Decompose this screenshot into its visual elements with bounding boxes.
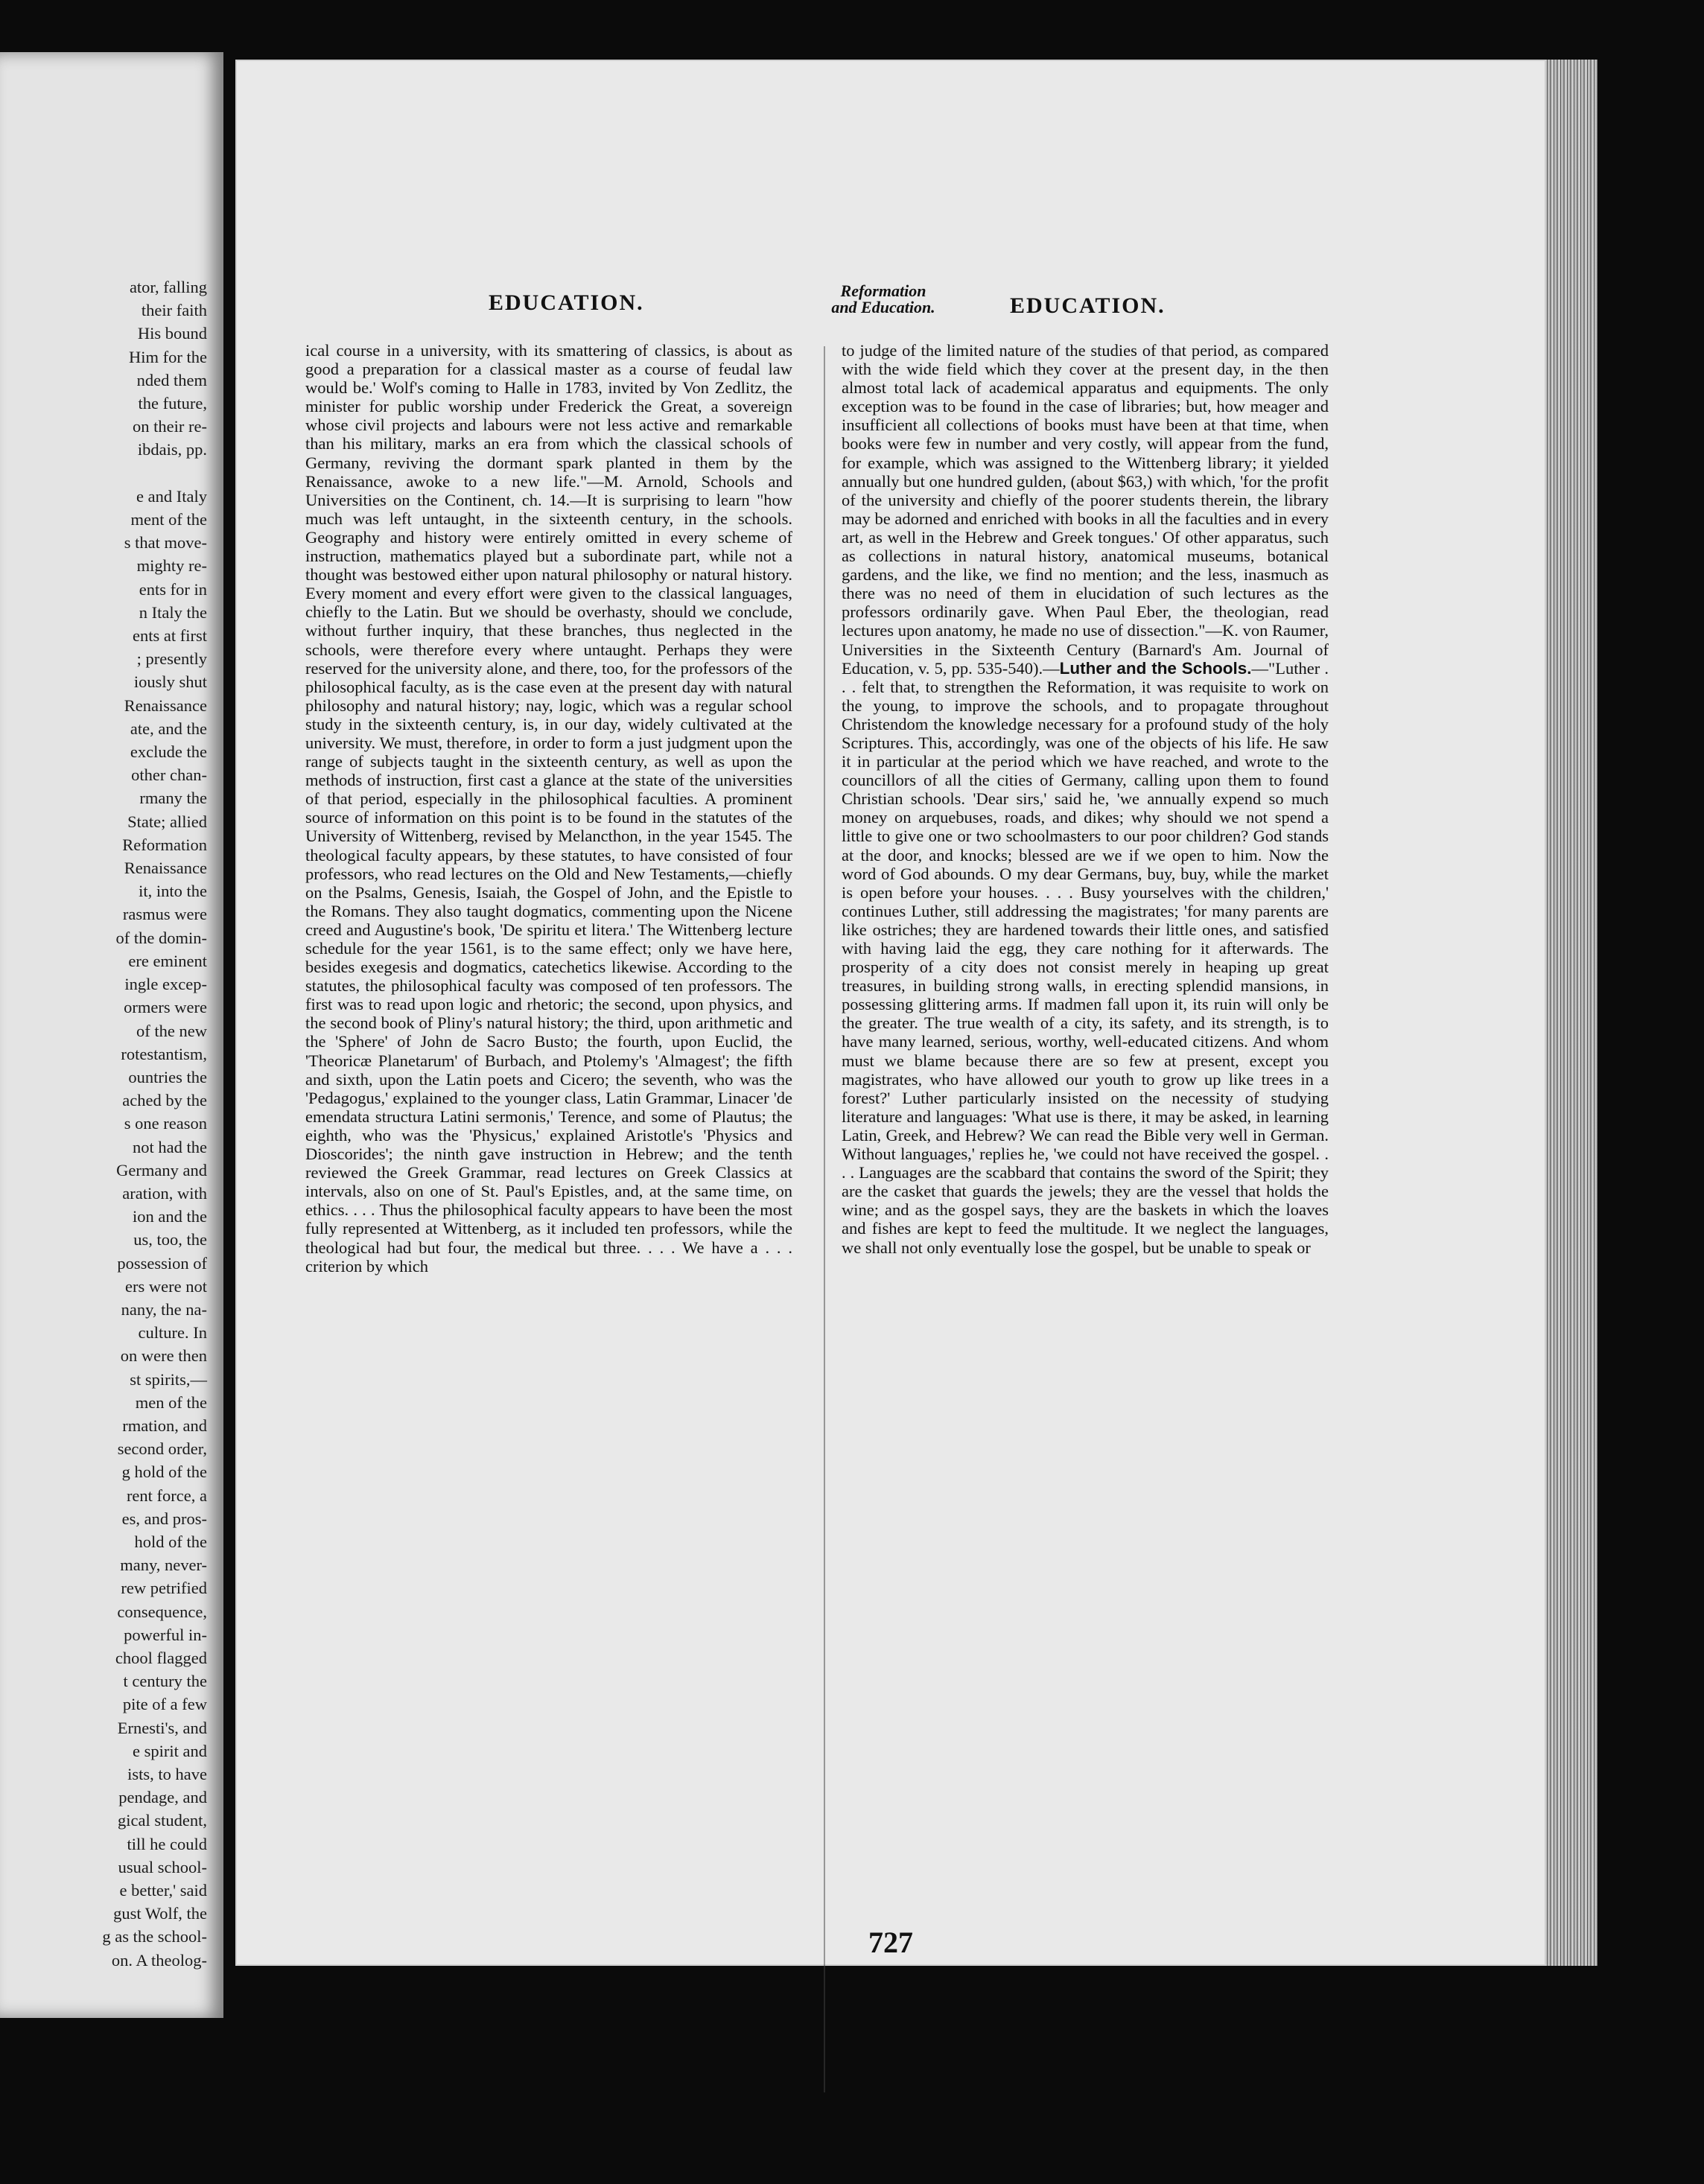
header-left: EDUCATION. xyxy=(489,290,644,315)
facing-page-line: on were then xyxy=(120,1346,207,1366)
facing-page-line: powerful in- xyxy=(124,1625,207,1644)
facing-page-text xyxy=(0,276,216,1972)
facing-page-line: st spirits,— xyxy=(130,1369,207,1389)
facing-page-line: gical student, xyxy=(118,1811,207,1830)
facing-page-line: aration, with xyxy=(122,1183,207,1203)
facing-page-line: Ernesti's, and xyxy=(117,1718,207,1737)
facing-page-line: ere eminent xyxy=(128,951,207,970)
facing-page-line: pite of a few xyxy=(122,1695,207,1714)
facing-page-line: rmany the xyxy=(139,789,207,808)
facing-page-line: men of the xyxy=(135,1392,207,1412)
facing-page-line: ibdais, pp. xyxy=(137,440,207,459)
facing-page-line: of the domin- xyxy=(115,928,207,947)
facing-page-line: Him for the xyxy=(129,347,207,366)
page-number: 727 xyxy=(868,1926,913,1959)
facing-page-line: rent force, a xyxy=(126,1486,207,1505)
facing-page-line: it, into the xyxy=(139,882,207,901)
facing-page-line: exclude the xyxy=(130,742,207,762)
facing-page-line: His bound xyxy=(137,324,207,343)
facing-page-line: hold of the xyxy=(134,1532,207,1551)
facing-page-line: ator, falling xyxy=(129,278,207,296)
facing-page-line: ate, and the xyxy=(130,719,207,738)
facing-page-line: ion and the xyxy=(133,1207,207,1226)
facing-page-line: n Italy the xyxy=(139,602,207,622)
facing-page-line: ment of the xyxy=(130,510,207,529)
facing-page-line: usual school- xyxy=(118,1857,207,1876)
facing-page-line: other chan- xyxy=(131,765,207,785)
facing-page-line: gust Wolf, the xyxy=(113,1904,207,1923)
facing-page-line: nany, the na- xyxy=(121,1299,207,1319)
facing-page-line: ents for in xyxy=(139,579,207,599)
facing-page-line: g as the school- xyxy=(102,1927,207,1946)
facing-page-line: chool flagged xyxy=(115,1648,207,1667)
facing-page-line: State; allied xyxy=(127,812,207,831)
facing-page-line: s one reason xyxy=(124,1114,207,1133)
facing-page-line: possession of xyxy=(117,1253,207,1273)
facing-page-line: ers were not xyxy=(125,1276,207,1296)
facing-page-line: culture. In xyxy=(138,1323,207,1343)
header-center xyxy=(749,283,1017,316)
header-right: EDUCATION. xyxy=(1010,293,1166,318)
facing-page-line: e spirit and xyxy=(133,1741,207,1760)
facing-page-line: many, never- xyxy=(120,1556,207,1575)
facing-page-line: on their re- xyxy=(133,417,207,436)
facing-page-line: es, and pros- xyxy=(121,1509,207,1528)
header-center-line1: Reformation xyxy=(840,281,926,300)
facing-page-line: g hold of the xyxy=(121,1462,207,1482)
column-right-text xyxy=(842,341,1329,1257)
facing-page-line: rmation, and xyxy=(122,1416,207,1435)
facing-page-line: rotestantism, xyxy=(121,1044,207,1063)
facing-page xyxy=(0,52,223,2018)
facing-page-line: not had the xyxy=(133,1137,207,1156)
facing-page-line: t century the xyxy=(123,1672,207,1691)
facing-page-line: Reformation xyxy=(122,835,207,854)
column-right-part1: to judge of the limited nature of the studies of that period, as compared with the wide field which they cover at the present day, in the then almost total lack of academical apparatus and equipments. The only exception was to be found in the case of libraries; but, how meager and insufficient all collections of books must have been at that time, when books were few in number and very costly, will appear from the fund, for example, which was assigned to the Wittenberg library; it yielded annually but one hundred gulden, (about $63,) with which, 'for the profit of the university and chiefly of the poorer students therein, the library may be adorned and enriched with books in all the faculties and in every art, as well in the Hebrew and Greek tongues.' Of other apparatus, such as collections in natural history, anatomical museums, botanical gardens, and the like, we find no mention; and the less, inasmuch as there was no need of them in elucidation of such lectures as the professors ordinarily gave. When Paul Eber, the theologian, read lectures upon anatomy, he made no use of dissection."—K. von Raumer, Universities in the Sixteenth Century (Barnard's Am. Journal of Education, v. 5, pp. 535-540).— xyxy=(842,341,1329,678)
facing-page-line: us, too, the xyxy=(133,1230,207,1249)
facing-page-line: ingle excep- xyxy=(124,975,207,994)
header-center-line2: and Education. xyxy=(831,298,935,316)
facing-page-line: Germany and xyxy=(116,1160,207,1179)
facing-page-line: consequence, xyxy=(117,1602,207,1621)
facing-page-line: on. A theolog- xyxy=(111,1950,207,1970)
column-left-text: ical course in a university, with its smattering of classics, is about as good a preparation for a classical master as a course of feudal law would be.' Wolf's coming to Halle in 1783, invited by Von Zedlitz, the minister for public worship under Frederick the Great, a sovereign whose civil projects and labours were not less active and remarkable than his military, marks an era from which the classical schools of Germany, reviving the dormant spark planted in them by the Renaissance, awoke to a new life."—M. Arnold, Schools and Universities on the Continent, ch. 14.—It is surprising to learn "how much was left untaught, in the sixteenth century, in the schools. Geography and history were entirely omitted in every scheme of instruction, mathematics played but a subordinate part, while not a thought was bestowed either upon natural philosophy or natural history. Every moment and every effort were given to the classical languages, chiefly to the Latin. But we should be overhasty, should we conclude, without further inquiry, that these branches, thus neglected in the schools, were therefore every where untaught. Perhaps they were reserved for the university alone, and there, too, for the professors of the philosophical faculty, as is the case even at the present day with natural philosophy and natural history; nay, logic, which was a regular school study in the sixteenth century, is, in our day, widely cultivated at the university. We must, therefore, in order to form a just judgment upon the range of subjects taught in the sixteenth century, as well as upon the methods of instruction, first cast a glance at the state of the universities of that period, especially in the philosophical faculties. A prominent source of information on this point is to be found in the statutes of the University of Wittenberg, revised by Melancthon, in the year 1545. The theological faculty appears, by these statutes, to have consisted of four professors, who read lectures on the Old and New Testaments,—chiefly on the Psalms, Genesis, Isaiah, the Gospel of John, and the Epistle to the Romans. They also taught dogmatics, commenting upon the Nicene creed and Augustine's book, 'De spiritu et litera.' The Wittenberg lecture schedule for the year 1561, is to the same effect; only we have here, besides exegesis and dogmatics, catechetics likewise. According to the statutes, the philosophical faculty was composed of ten professors. The first was to read upon logic and rhetoric; the second, upon physics, and the second book of Pliny's natural history; the third, upon arithmetic and the 'Sphere' of John de Sacro Busto; the fourth, upon Euclid, the 'Theoricæ Planetarum' of Burbach, and Ptolemy's 'Almagest'; the fifth and sixth, upon the Latin poets and Cicero; the seventh, who was the 'Pedagogus,' explained to the younger class, Latin Grammar, Linacer 'de emendata structura Latini sermonis,' Terence, and some of Plautus; the eighth, who was the 'Physicus,' explained Aristotle's 'Physics and Dioscorides'; the ninth gave instruction in Hebrew; and the tenth reviewed the Greek Grammar, read lectures on Greek Classics at intervals, also on one of St. Paul's Epistles, and, at the same time, on ethics. . . . Thus the philosophical faculty appears to have been the most fully represented at Wittenberg, as it included ten professors, while the theological had but four, the medical but three. . . . We have a . . . criterion by which xyxy=(305,341,792,1276)
text-column-right xyxy=(842,341,1329,1257)
facing-page-line: iously shut xyxy=(133,672,207,692)
facing-page-line: ents at first xyxy=(133,626,207,646)
facing-page-line: pendage, and xyxy=(118,1788,207,1807)
book-page xyxy=(235,60,1546,1966)
facing-page-line: ; presently xyxy=(136,649,207,669)
facing-page-line: ists, to have xyxy=(127,1765,207,1783)
text-column-left xyxy=(305,341,792,1276)
facing-page-line: ountries the xyxy=(128,1067,207,1086)
facing-page-line xyxy=(0,462,216,485)
facing-page-line: of the new xyxy=(136,1021,207,1040)
facing-page-line: mighty re- xyxy=(136,556,207,576)
luther-schools-heading: Luther and the Schools. xyxy=(1059,658,1252,678)
facing-page-line: rasmus were xyxy=(122,905,207,924)
facing-page-line: e better,' said xyxy=(119,1881,207,1900)
running-header xyxy=(235,283,1546,335)
facing-page-line: second order, xyxy=(117,1439,207,1459)
facing-page-line: the future, xyxy=(138,394,207,413)
facing-page-line: ached by the xyxy=(122,1091,207,1110)
facing-page-line: Renaissance xyxy=(124,695,207,715)
facing-page-line: s that move- xyxy=(124,533,207,553)
column-right-part2: —"Luther . . . felt that, to strengthen the Reformation, it was requisite to work on the young, to improve the schools, and to propagate throughout Christendom the knowledge necessary for a profound study of the holy Scriptures. This, accordingly, was one of the objects of his life. He saw it in particular at the period which we have reached, and wrote to the councillors of all the cities of Germany, calling upon them to found Christian schools. 'Dear sirs,' said he, 'we annually expend so much money on arquebuses, roads, and dikes; why should we not spend a little to give one or two schoolmasters to our poor children? God stands at the door, and knocks; blessed are we if we open to him. Now the word of God abounds. O my dear Germans, buy, buy, while the market is open before your houses. . . . Busy yourselves with the children,' continues Luther, still addressing the magistrates; 'for many parents are like ostriches; they are hardened towards their little ones, and satisfied with having laid the egg, they care nothing for it afterwards. The prosperity of a city does not consist merely in heaping up great treasures, in building strong walls, in erecting splendid mansions, in possessing glittering arms. If madmen fall upon it, its ruin will only be the greater. The true wealth of a city, its safety, and its strength, is to have many learned, serious, worthy, well-educated citizens. And whom must we blame because there are so few at present, except you magistrates, who have allowed our youth to grow up like trees in a forest?' Luther particularly insisted on the necessity of studying literature and languages: 'What use is there, it may be asked, in learning Latin, Greek, and Hebrew? We can read the Bible very well in German. Without languages,' replies he, 'we could not have received the gospel. . . . Languages are the scabbard that contains the sword of the Spirit; they are the casket that guards the jewels; they are the vessel that holds the wine; and as the gospel says, they are the baskets in which the loaves and fishes are kept to feed the multitude. It we neglect the languages, we shall not only eventually lose the gospel, but be unable to speak or xyxy=(842,658,1329,1257)
facing-page-line: ormers were xyxy=(124,998,207,1017)
column-divider xyxy=(824,346,825,2092)
facing-page-line: Renaissance xyxy=(124,859,207,878)
facing-page-line: rew petrified xyxy=(121,1579,207,1598)
facing-page-line: nded them xyxy=(136,370,207,389)
facing-page-line: e and Italy xyxy=(136,486,207,506)
facing-page-line: till he could xyxy=(127,1834,207,1853)
facing-page-line: their faith xyxy=(141,301,207,320)
